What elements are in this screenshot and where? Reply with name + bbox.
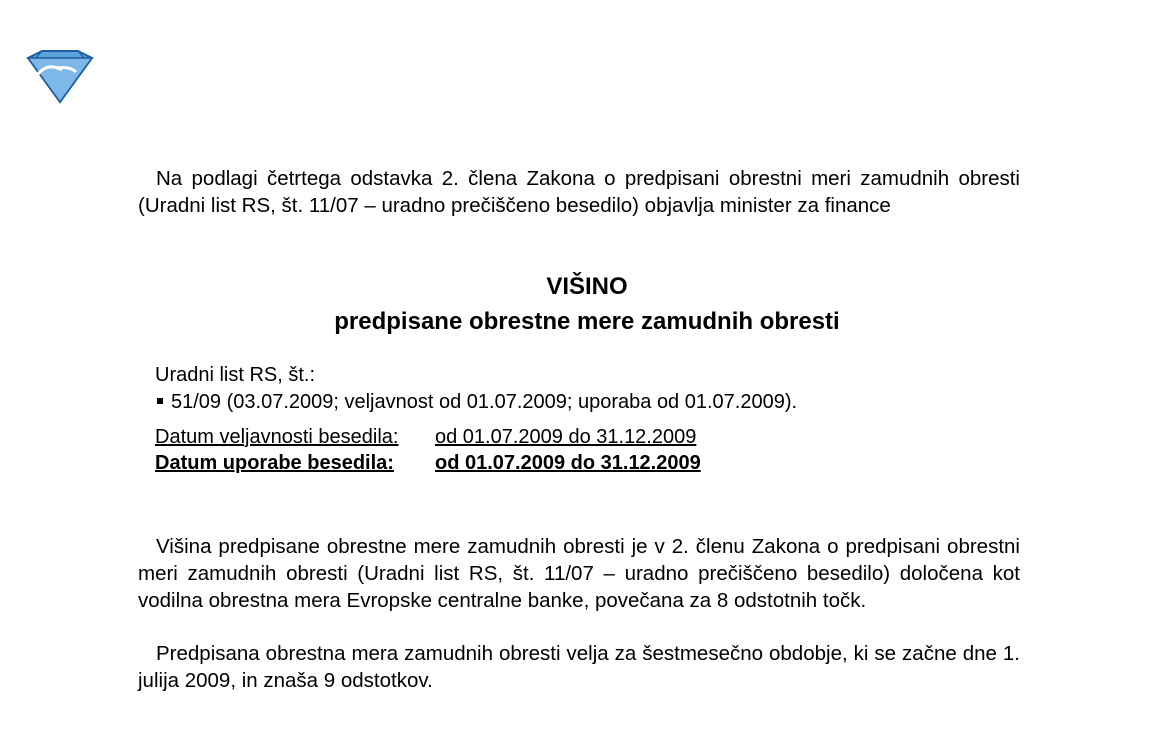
validity-date-value: od 01.07.2009 do 31.12.2009 bbox=[435, 426, 697, 448]
gazette-label: Uradni list RS, št.: bbox=[155, 364, 316, 386]
gazette-item-text: 51/09 (03.07.2009; veljavnost od 01.07.2009; uporaba od 01.07.2009). bbox=[171, 391, 798, 413]
intro-paragraph: Na podlagi četrtega odstavka 2. člena Zakona o predpisani obrestni meri zamudnih obresti (Uradni list RS, št. 11/07 – uradno prečiščeno besedilo) objavlja minister za finance bbox=[138, 167, 1020, 217]
use-date-row bbox=[155, 452, 701, 475]
diamond-logo-icon bbox=[22, 50, 96, 104]
gazette-item bbox=[155, 389, 797, 416]
validity-date-label: Datum veljavnosti besedila: bbox=[155, 426, 399, 448]
body-paragraph-1: Višina predpisane obrestne mere zamudnih obresti je v 2. členu Zakona o predpisani obrestni meri zamudnih obresti (Uradni list RS, št. 11/07 – uradno prečiščeno besedilo) določena kot vodilna obrestna mera Evropske centralne banke, povečana za 8 odstotnih točk. bbox=[138, 535, 1020, 612]
body-paragraph-2: Predpisana obrestna mera zamudnih obresti velja za šestmesečno obdobje, ki se začne dne 1. julija 2009, in znaša 9 odstotkov. bbox=[138, 642, 1020, 692]
validity-date-row bbox=[155, 426, 696, 449]
document-subtitle: predpisane obrestne mere zamudnih obresti bbox=[334, 308, 840, 335]
publisher-logo bbox=[22, 50, 96, 104]
bullet-icon bbox=[157, 398, 163, 404]
use-date-label: Datum uporabe besedila: bbox=[155, 452, 394, 474]
document-title: VIŠINO bbox=[546, 273, 628, 300]
use-date-value: od 01.07.2009 do 31.12.2009 bbox=[435, 452, 701, 474]
